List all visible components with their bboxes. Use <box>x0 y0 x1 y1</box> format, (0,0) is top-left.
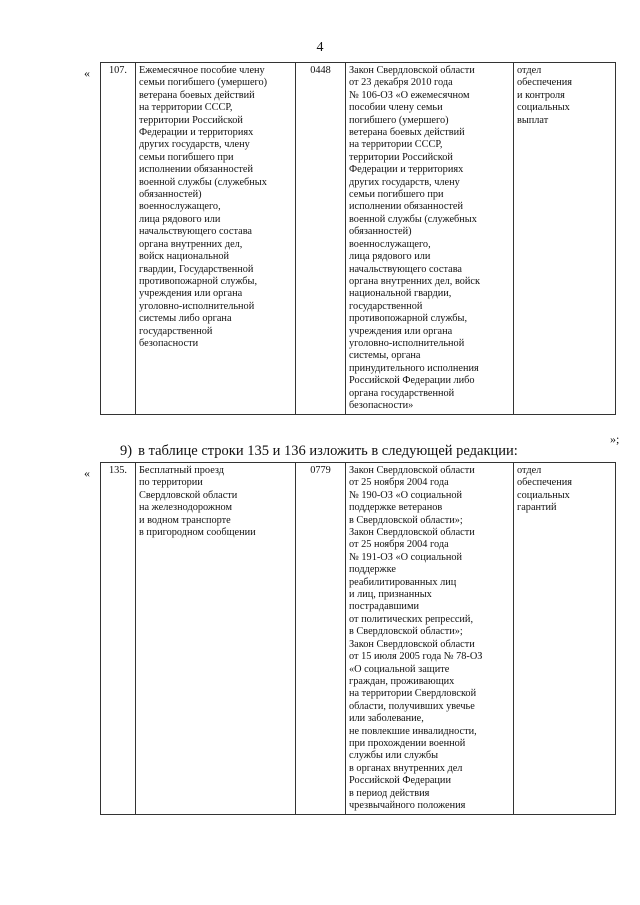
close-quote-1: »; <box>610 432 620 446</box>
row-107-name <box>136 63 296 415</box>
row-107-law-line: государственной <box>349 300 423 312</box>
row-107-dept-line: и контроля <box>517 89 565 101</box>
row-135-law-line: Закон Свердловской области <box>349 465 475 476</box>
row-107-name-line: уголовно-исполнительной <box>139 300 255 312</box>
row-107-law <box>346 63 514 415</box>
row-135-law-line: от 15 июля 2005 года № 78-ОЗ <box>349 651 483 663</box>
row-135-name-line: на железнодорожном <box>139 502 232 514</box>
row-107-name-line: учреждения или органа <box>139 288 243 300</box>
row-107-name-line: войск национальной <box>139 251 230 263</box>
row-135-law-line: на территории Свердловской <box>349 688 477 700</box>
row-135-law-line: в органах внутренних дел <box>349 762 463 774</box>
row-135-law-line: № 191-ОЗ «О социальной <box>349 551 463 563</box>
row-135-law-line: Закон Свердловской области <box>349 638 475 650</box>
row-135-name-line: по территории <box>139 477 203 489</box>
row-107-law-line: военной службы (служебных <box>349 213 477 225</box>
row-107-name-line: Федерации и территориях <box>139 127 254 139</box>
row-135-law-line: поддержке <box>349 564 396 576</box>
row-107-law-line: территории Российской <box>349 151 453 163</box>
row-107-law-line: № 106-ОЗ «О ежемесячном <box>349 89 470 101</box>
table-row-107 <box>100 62 616 415</box>
row-107-name-line: военной службы (служебных <box>139 176 267 188</box>
row-135-law-line: службы или службы <box>349 750 439 762</box>
row-135-name-line: Свердловской области <box>139 489 238 501</box>
row-135-law-line: пострадавшими <box>349 601 419 613</box>
row-107-law-line: пособии члену семьи <box>349 102 443 114</box>
row-135-dept-line: гарантий <box>517 502 557 514</box>
row-135-law-line: и лиц, признанных <box>349 589 432 601</box>
row-107-dept-line: отдел <box>517 65 542 76</box>
row-107-name-line: Ежемесячное пособие члену <box>139 65 265 76</box>
row-107-dept-line: обеспечения <box>517 77 572 89</box>
row-135-law-line: Российской Федерации <box>349 775 451 787</box>
row-107-law-line: обязанностей) <box>349 226 412 238</box>
row-107-dept-line: социальных <box>517 102 570 114</box>
instruction-label: 9) <box>120 443 133 459</box>
row-107-name-line: территории Российской <box>139 114 243 126</box>
row-135-law <box>346 463 514 815</box>
row-135-name-line: в пригородном сообщении <box>139 527 256 539</box>
instruction-text: в таблице строки 135 и 136 изложить в следующей редакции: <box>138 443 518 459</box>
row-135-law-line: граждан, проживающих <box>349 675 455 687</box>
row-135-name-line: Бесплатный проезд <box>139 465 225 476</box>
row-107-name-line: других государств, члену <box>139 139 250 151</box>
row-107-dept-line: выплат <box>517 114 549 126</box>
row-107-law-line: Российской Федерации либо <box>349 375 475 387</box>
row-107-name-line: безопасности <box>139 337 199 349</box>
row-107-name-line: обязанностей) <box>139 189 202 201</box>
row-107-code: 0448 <box>296 63 346 415</box>
open-quote-2: « <box>84 466 90 480</box>
row-135-dept-line: социальных <box>517 489 570 501</box>
row-107-law-line: национальной гвардии, <box>349 288 452 300</box>
row-135-number: 135. <box>101 463 136 815</box>
row-135-dept-line: обеспечения <box>517 477 572 489</box>
row-107-law-line: от 23 декабря 2010 года <box>349 77 453 89</box>
row-135-law-line: Закон Свердловской области <box>349 527 475 539</box>
row-107-law-line: военнослужащего, <box>349 238 431 250</box>
row-135-law-line: не повлекшие инвалидности, <box>349 725 477 737</box>
row-135-law-line: в Свердловской области»; <box>349 626 463 638</box>
row-107-law-line: системы, органа <box>349 350 421 362</box>
row-135-law-line: от политических репрессий, <box>349 613 474 625</box>
row-135-department <box>514 463 616 815</box>
row-107-name-line: ветерана боевых действий <box>139 89 255 101</box>
row-107-law-line: других государств, члену <box>349 176 460 188</box>
row-107-name-line: начальствующего состава <box>139 226 252 238</box>
row-107-law-line: учреждения или органа <box>349 325 453 337</box>
row-107-name-line: системы либо органа <box>139 313 232 325</box>
row-107-law-line: на территории СССР, <box>349 139 443 151</box>
row-107-name-line: органа внутренних дел, <box>139 238 243 250</box>
row-107-law-line: ветерана боевых действий <box>349 127 465 139</box>
row-135-name <box>136 463 296 815</box>
row-135-law-line: чрезвычайного положения <box>349 799 466 811</box>
row-107-name-line: исполнении обязанностей <box>139 164 254 176</box>
row-107-law-line: принудительного исполнения <box>349 362 479 374</box>
row-107-number: 107. <box>101 63 136 415</box>
row-135-law-line: в период действия <box>349 787 430 799</box>
row-107-law-line: Федерации и территориях <box>349 164 464 176</box>
row-107-law-line: органа внутренних дел, войск <box>349 275 480 287</box>
row-107-law-line: исполнении обязанностей <box>349 201 464 213</box>
row-135-law-line: поддержке ветеранов <box>349 502 443 514</box>
row-135-law-line: реабилитированных лиц <box>349 576 457 588</box>
row-107-name-line: семьи погибшего при <box>139 151 234 163</box>
row-135-law-line: № 190-ОЗ «О социальной <box>349 489 463 501</box>
row-107-law-line: органа государственной <box>349 387 455 399</box>
row-107-law-line: семьи погибшего при <box>349 189 444 201</box>
row-107-law-line: безопасности» <box>349 399 414 411</box>
row-135-law-line: от 25 ноября 2004 года <box>349 477 449 489</box>
row-107-law-line: погибшего (умершего) <box>349 114 449 126</box>
row-135-law-line: или заболевание, <box>349 713 424 725</box>
row-107-law-line: противопожарной службы, <box>349 313 468 325</box>
row-107-law-line: уголовно-исполнительной <box>349 337 465 349</box>
row-107-name-line: государственной <box>139 325 213 337</box>
row-107-name-line: на территории СССР, <box>139 102 233 114</box>
open-quote-1: « <box>84 66 90 80</box>
row-135-dept-line: отдел <box>517 465 542 476</box>
row-107-law-line: лица рядового или <box>349 251 431 263</box>
row-107-name-line: гвардии, Государственной <box>139 263 254 275</box>
row-135-law-line: в Свердловской области»; <box>349 514 463 526</box>
row-135-law-line: от 25 ноября 2004 года <box>349 539 449 551</box>
row-107-department <box>514 63 616 415</box>
page-number: 4 <box>316 40 324 55</box>
row-107-name-line: военнослужащего, <box>139 201 221 213</box>
row-107-name-line: противопожарной службы, <box>139 275 258 287</box>
row-107-name-line: семьи погибшего (умершего) <box>139 77 268 89</box>
row-135-name-line: и водном транспорте <box>139 514 231 526</box>
amendment-instruction <box>120 443 518 460</box>
row-135-code: 0779 <box>296 463 346 815</box>
table-row-135 <box>100 462 616 815</box>
row-135-law-line: области, получивших увечье <box>349 700 475 712</box>
row-107-law-line: начальствующего состава <box>349 263 462 275</box>
row-107-law-line: Закон Свердловской области <box>349 65 475 76</box>
row-135-law-line: «О социальной защите <box>349 663 450 675</box>
row-107-name-line: лица рядового или <box>139 213 221 225</box>
row-135-law-line: при прохождении военной <box>349 737 466 749</box>
